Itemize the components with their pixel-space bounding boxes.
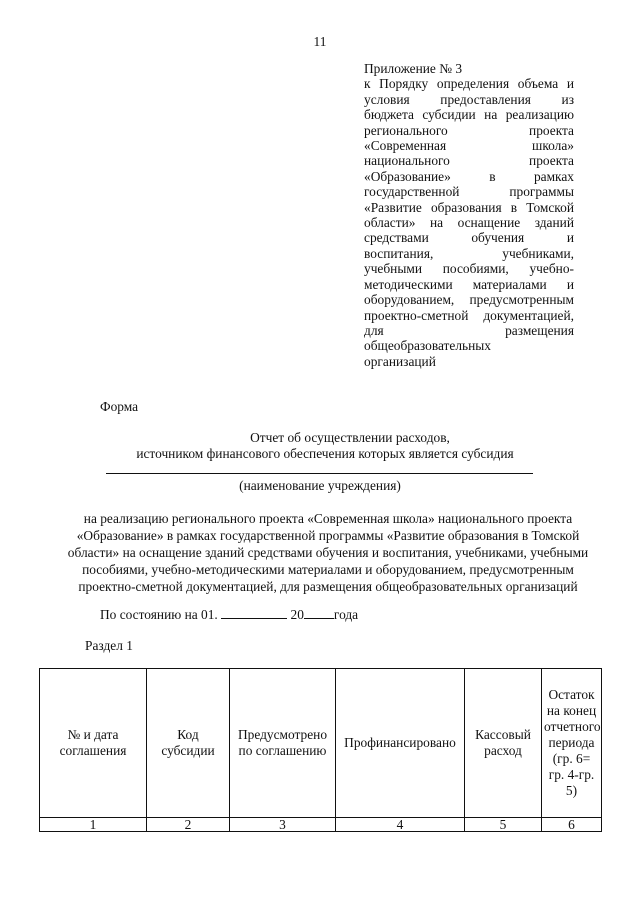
- appendix-line: организаций: [364, 353, 436, 369]
- column-number: 4: [336, 818, 465, 832]
- appendix-line: общеобразовательных: [364, 338, 492, 354]
- appendix-line: области» на оснащение зданий: [364, 215, 574, 231]
- table-header-cell: Предусмотрено по соглашению: [230, 669, 336, 818]
- appendix-line: национального проекта: [364, 153, 574, 169]
- appendix-line: для размещения: [364, 322, 574, 338]
- column-number: 6: [542, 818, 602, 832]
- appendix-line: «Развитие образования в Томской: [364, 199, 574, 215]
- appendix-line: оборудованием, предусмотренным: [364, 292, 574, 308]
- column-number: 2: [147, 818, 230, 832]
- date-blank[interactable]: [221, 606, 287, 619]
- purpose-line: области» на оснащение зданий средствами обучения и воспитания, учебниками, учебными: [67, 545, 589, 560]
- purpose-line: «Образование» в рамках государственной программы «Развитие образования в Томской: [76, 528, 580, 543]
- status-date-prefix: По состоянию на 01.: [100, 607, 218, 622]
- purpose-line: проектно-сметной документацией, для размещения общеобразовательных организаций: [78, 579, 578, 594]
- table-header-cell: Остаток на конец отчетного периода (гр. 6= гр. 4-гр. 5): [542, 669, 602, 818]
- year-blank[interactable]: [304, 606, 334, 619]
- report-table: [39, 668, 602, 832]
- appendix-line: «Образование» в рамках: [364, 168, 574, 184]
- appendix-line: условия предоставления из: [364, 91, 574, 107]
- institution-caption: (наименование учреждения): [239, 478, 401, 493]
- appendix-line: «Современная школа»: [364, 138, 574, 154]
- column-number: 1: [40, 818, 147, 832]
- table-header-cell: Профинансировано: [336, 669, 465, 818]
- table-row: [40, 818, 602, 832]
- table-header-cell: Код субсидии: [147, 669, 230, 818]
- purpose-text: [48, 510, 608, 595]
- appendix-line: регионального проекта: [364, 122, 574, 138]
- status-date-suffix: года: [333, 607, 359, 622]
- column-number: 3: [230, 818, 336, 832]
- status-date: [100, 606, 358, 623]
- report-title-line-2: источником финансового обеспечения которых является субсидия: [136, 446, 514, 461]
- appendix-line: к Порядку определения объема и: [364, 76, 574, 92]
- purpose-line: на реализацию регионального проекта «Современная школа» национального проекта: [83, 511, 573, 526]
- appendix-line: воспитания, учебниками,: [364, 245, 574, 261]
- column-number: 5: [465, 818, 542, 832]
- appendix-line: государственной программы: [364, 184, 574, 200]
- report-title-line-1: Отчет об осуществлении расходов,: [250, 430, 450, 445]
- status-date-year-prefix: 20: [290, 607, 304, 622]
- appendix-line: методическими материалами и: [364, 276, 574, 292]
- purpose-line: пособиями, учебно-методическими материалами и оборудованием, предусмотренным: [82, 562, 574, 577]
- appendix-line: учебными пособиями, учебно-: [364, 261, 574, 277]
- institution-name-blank[interactable]: [106, 473, 533, 474]
- table-header-cell: № и дата соглашения: [40, 669, 147, 818]
- page-number: 11: [313, 34, 327, 49]
- appendix-line: средствами обучения и: [364, 230, 574, 246]
- form-label: Форма: [100, 399, 139, 414]
- appendix-line: проектно-сметной документацией,: [364, 307, 574, 323]
- appendix-block: [364, 61, 574, 369]
- section-label: Раздел 1: [85, 638, 133, 653]
- appendix-line: бюджета субсидии на реализацию: [364, 107, 574, 123]
- table-header-cell: Кассовый расход: [465, 669, 542, 818]
- table-header-row: [40, 669, 602, 818]
- appendix-title: Приложение № 3: [364, 61, 463, 76]
- report-title: [0, 430, 640, 462]
